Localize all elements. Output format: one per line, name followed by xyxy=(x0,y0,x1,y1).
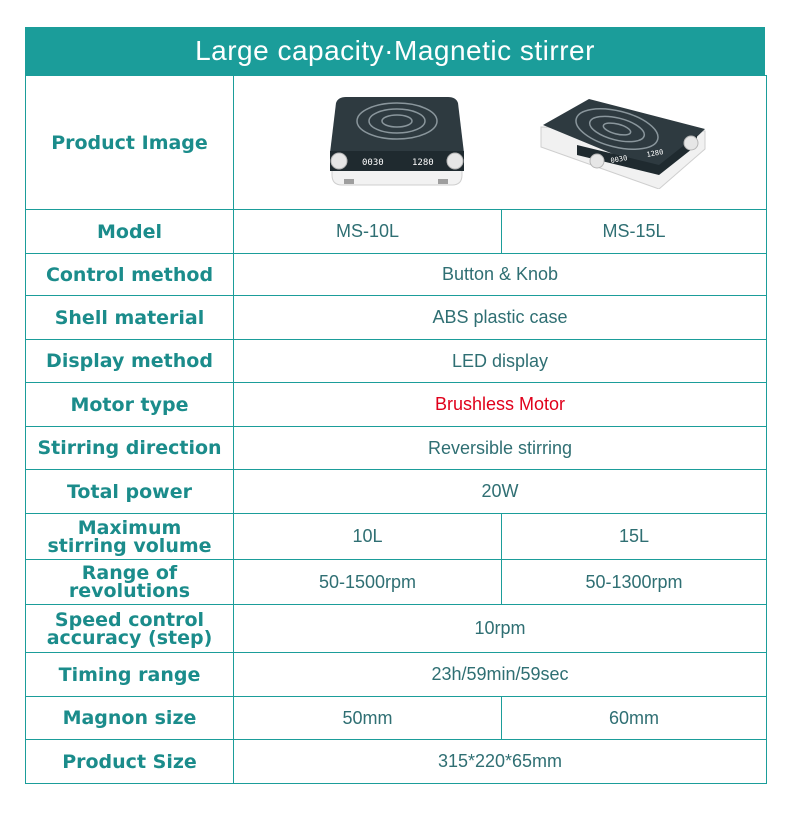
row-label-display-method: Display method xyxy=(26,340,234,383)
row-label-stirring-volume xyxy=(26,514,234,560)
table-row-control-method xyxy=(26,254,767,296)
table-row-timing-range xyxy=(26,653,767,697)
ms-15l-time-readout: 0030 xyxy=(609,153,628,165)
row-label-revolutions-line1: Range of xyxy=(81,562,178,584)
table-row-display-method xyxy=(26,340,767,383)
magnetic-stirrer-ms-10l-image xyxy=(326,95,468,191)
stirring-volume-ms-15l: 15L xyxy=(502,514,767,560)
table-row-shell-material xyxy=(26,296,767,340)
control-method-value: Button & Knob xyxy=(234,254,767,296)
row-label-speed-accuracy-line1: Speed control xyxy=(54,608,205,631)
magnon-size-ms-15l: 60mm xyxy=(502,697,767,740)
row-label-product-image: Product Image xyxy=(26,76,234,210)
table-row-model xyxy=(26,210,767,254)
row-label-shell-material: Shell material xyxy=(26,296,234,340)
table-row-total-power xyxy=(26,470,767,514)
table-row-speed-accuracy xyxy=(26,605,767,653)
row-label-revolutions xyxy=(26,560,234,605)
total-power-value: 20W xyxy=(234,470,767,514)
row-label-magnon-size: Magnon size xyxy=(26,697,234,740)
product-size-value: 315*220*65mm xyxy=(234,740,767,784)
product-image-cell xyxy=(234,76,767,210)
row-label-product-size: Product Size xyxy=(26,740,234,784)
ms-15l-speed-readout: 1280 xyxy=(645,147,664,159)
row-label-stirring-volume-line2: stirring volume xyxy=(47,534,212,557)
row-label-control-method: Control method xyxy=(26,254,234,296)
row-label-motor-type: Motor type xyxy=(26,383,234,427)
table-row-revolutions xyxy=(26,560,767,605)
timing-range-value: 23h/59min/59sec xyxy=(234,653,767,697)
model-ms-10l: MS-10L xyxy=(234,210,502,254)
row-label-stirring-direction: Stirring direction xyxy=(26,427,234,470)
display-method-value: LED display xyxy=(234,340,767,383)
table-row-motor-type xyxy=(26,383,767,427)
stirring-direction-value: Reversible stirring xyxy=(234,427,767,470)
table-row-stirring-direction xyxy=(26,427,767,470)
ms-10l-speed-readout: 1280 xyxy=(412,157,434,168)
ms-10l-time-readout: 0030 xyxy=(362,157,384,168)
revolutions-ms-10l: 50-1500rpm xyxy=(234,560,502,605)
row-label-timing-range: Timing range xyxy=(26,653,234,697)
shell-material-value: ABS plastic case xyxy=(234,296,767,340)
row-label-speed-accuracy-line2: accuracy (step) xyxy=(46,626,213,649)
spec-table xyxy=(25,75,767,784)
row-label-total-power: Total power xyxy=(26,470,234,514)
magnetic-stirrer-ms-15l-image xyxy=(539,97,707,189)
row-label-speed-accuracy xyxy=(26,605,234,653)
stirring-volume-ms-10l: 10L xyxy=(234,514,502,560)
speed-accuracy-value: 10rpm xyxy=(234,605,767,653)
row-label-stirring-volume-line1: Maximum xyxy=(77,516,182,539)
row-label-model: Model xyxy=(26,210,234,254)
model-ms-15l: MS-15L xyxy=(502,210,767,254)
table-row-magnon-size xyxy=(26,697,767,740)
table-row-product-size xyxy=(26,740,767,784)
table-row-stirring-volume xyxy=(26,514,767,560)
row-label-revolutions-line2: revolutions xyxy=(68,580,191,602)
page-title: Large capacity·Magnetic stirrer xyxy=(25,27,765,75)
table-row-product-image xyxy=(26,76,767,210)
motor-type-value: Brushless Motor xyxy=(234,383,767,427)
magnon-size-ms-10l: 50mm xyxy=(234,697,502,740)
revolutions-ms-15l: 50-1300rpm xyxy=(502,560,767,605)
